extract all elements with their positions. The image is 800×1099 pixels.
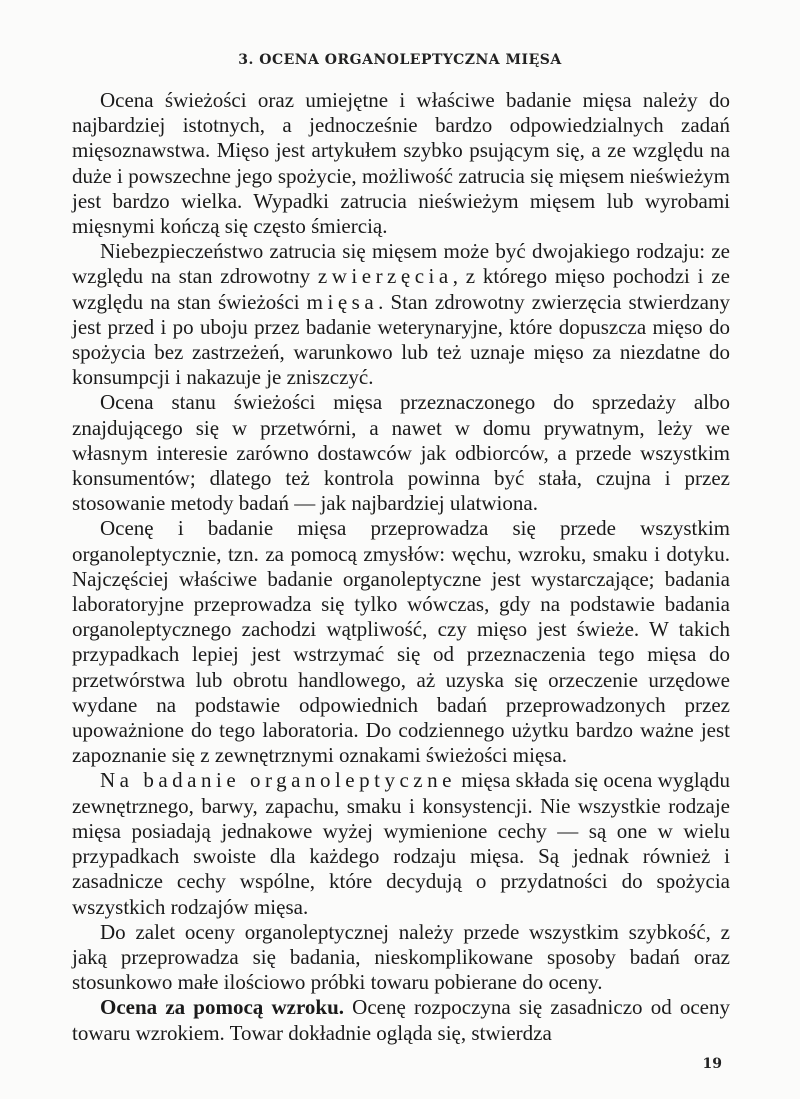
paragraph-organoleptic-method: Ocenę i badanie mięsa przeprowadza się przede wszystkim organoleptycznie, tzn. za pomocą zmysłów: węchu, wzroku, smaku i dotyku. Najczęściej właściwe badanie organoleptyczne jest wystarczające; badania laboratoryjne przeprowadza się tylko wówczas, gdy na podstawie badania organoleptycznego zachodzi wątpliwość, czy mięso jest świeże. W takich przypadkach lepiej jest wstrzymać się od przeznaczenia tego mięsa do przetwórstwa lub obrotu handlowego, aż uzyska się orzeczenie urzędowe wydane na podstawie odpowiednich badań przeprowadzonych przez upoważnione do tego laboratoria. Do codziennego użytku bardzo ważne jest zapoznanie się z zewnętrznymi oznakami świeżości mięsa. <box>72 516 730 768</box>
paragraph-freshness-control: Ocena stanu świeżości mięsa przeznaczonego do sprzedaży albo znajdującego się w przetwórni, a nawet w domu prywatnym, leży we własnym interesie zarówno dostawców jak odbiorców, a przede wszystkim konsumentów; dlatego też kontrola powinna być stała, czujna i przez stosowanie metody badań — jak najbardziej ulatwiona. <box>72 390 730 516</box>
paragraph-text: mięsa składa się ocena wyglądu zewnętrznego, barwy, zapachu, smaku i konsystencji. Nie wszystkie rodzaje mięsa posiadają jednakowe wyżej wymienione cechy — są one w wielu przypadkach swoiste dla każdego rodzaju mięsa. Są jednak również i zasadnicze cechy wspólne, które decydują o przydatności do spożycia wszystkich rodzajów mięsa. <box>72 768 731 919</box>
paragraph-text: Niebezpieczeństwo zatrucia się mięsem może być dwojakiego rodzaju: ze względu na stan zdrowotny <box>72 239 730 289</box>
section-heading: 3. OCENA ORGANOLEPTYCZNA MIĘSA <box>238 52 562 68</box>
body-text <box>72 88 730 1046</box>
emphasis-meat: mięsa <box>306 289 379 314</box>
emphasis-organoleptic-exam: Na badanie organoleptyczne <box>100 768 456 793</box>
paragraph-advantages: Do zalet oceny organoleptycznej należy przede wszystkim szybkość, z jaką przeprowadza się badania, nieskomplikowane sposoby badań oraz stosunkowo małe ilościowo próbki towaru pobierane do oceny. <box>72 919 730 995</box>
paragraph-poisoning-danger <box>72 239 730 390</box>
emphasis-animal: zwierzęcia <box>317 264 453 289</box>
paragraph-text: . Stan zdrowotny zwierzęcia stwierdzany jest przed i po uboju przez badanie weterynaryjne, które dopuszcza mięso do spożycia bez zastrzeżeń, warunkowo lub też uznaje mięso za niezdatne do konsumpcji i nakazuje je zniszczyć. <box>72 289 730 390</box>
paragraph-freshness-intro: Ocena świeżości oraz umiejętne i właściwe badanie mięsa należy do najbardziej istotnych, a jednocześnie bardzo odpowiedzialnych zadań mięsoznawstwa. Mięso jest artykułem szybko psującym się, a ze względu na duże i powszechne jego spożycie, możliwość zatrucia się mięsem nieświeżym jest bardzo wielka. Wypadki zatrucia nieświeżym mięsem lub wyrobami mięsnymi kończą się często śmiercią. <box>72 88 730 239</box>
paragraph-text: , z którego mięso pochodzi i ze względu na stan świeżości <box>72 264 730 314</box>
paragraph-lead-heading: Ocena za pomocą wzroku. <box>100 995 345 1020</box>
page-number: 19 <box>702 1056 722 1072</box>
paragraph-organoleptic-scope <box>72 768 730 919</box>
paragraph-text: Ocenę rozpoczyna się zasadniczo od oceny towaru wzrokiem. Towar dokładnie ogląda się, stwierdza <box>72 995 731 1045</box>
paragraph-visual-assessment <box>72 995 730 1045</box>
